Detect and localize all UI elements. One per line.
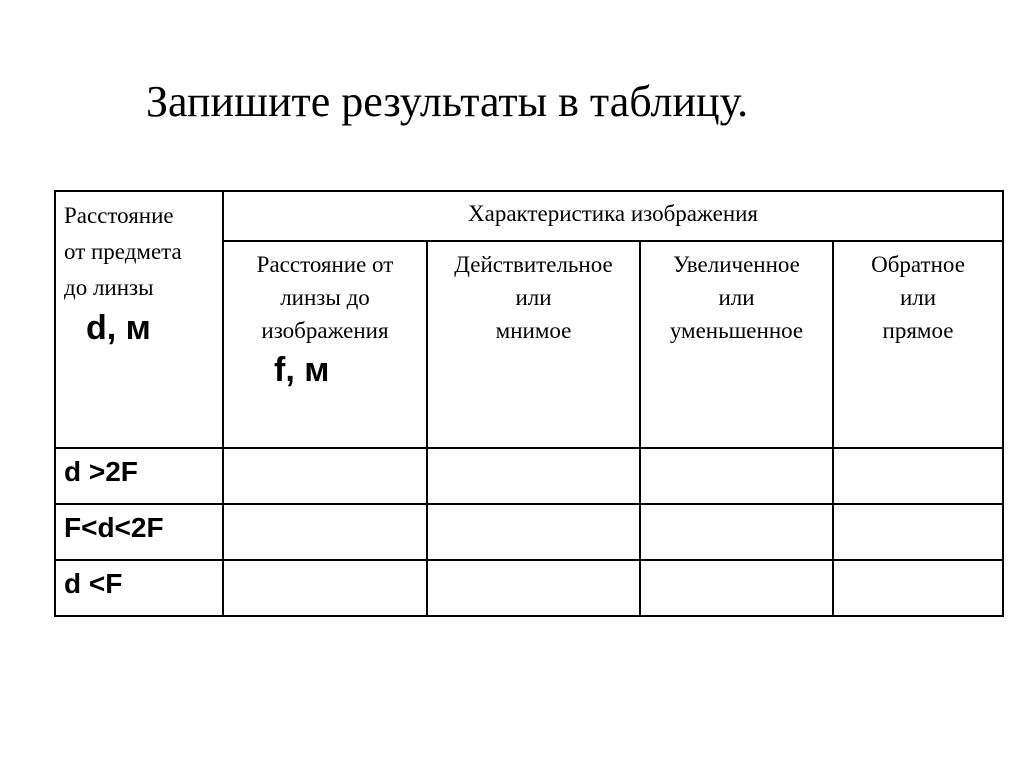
header-image-characteristics: Характеристика изображения [223, 191, 1003, 241]
answer-cell-magnified-or-reduced[interactable] [640, 560, 833, 616]
header-object-distance-line: Расстояние [64, 203, 174, 228]
answer-cell-image-distance[interactable] [223, 448, 427, 504]
answer-cell-real-or-virtual[interactable] [427, 560, 640, 616]
header-image-distance-symbol: f, м [274, 351, 330, 389]
condition-cell: d >2F [55, 448, 223, 504]
condition-cell: F<d<2F [55, 504, 223, 560]
header-line: уменьшенное [669, 318, 804, 343]
table-header-row [55, 191, 1003, 241]
header-line: мнимое [495, 318, 572, 343]
results-table [54, 190, 1004, 617]
answer-cell-real-or-virtual[interactable] [427, 504, 640, 560]
answer-cell-real-or-virtual[interactable] [427, 448, 640, 504]
header-object-distance-symbol: d, м [86, 309, 151, 347]
answer-cell-image-distance[interactable] [223, 560, 427, 616]
header-line: Действительное [454, 252, 613, 277]
header-image-distance [223, 241, 427, 448]
table-row [55, 560, 1003, 616]
header-line: прямое [882, 318, 954, 343]
header-object-distance-line: до линзы [64, 275, 154, 300]
condition-cell: d <F [55, 560, 223, 616]
page-title: Запишите результаты в таблицу. [146, 77, 749, 126]
answer-cell-image-distance[interactable] [223, 504, 427, 560]
header-magnified-or-reduced [640, 241, 833, 448]
header-line: или [899, 285, 937, 310]
answer-cell-inverted-or-upright[interactable] [833, 560, 1003, 616]
answer-cell-inverted-or-upright[interactable] [833, 448, 1003, 504]
header-line: Расстояние от [256, 252, 394, 277]
header-object-distance [55, 191, 223, 448]
answer-cell-magnified-or-reduced[interactable] [640, 448, 833, 504]
header-line: изображения [261, 318, 389, 343]
table-row [55, 448, 1003, 504]
header-line: или [515, 285, 552, 310]
header-inverted-or-upright [833, 241, 1003, 448]
answer-cell-magnified-or-reduced[interactable] [640, 504, 833, 560]
header-object-distance-line: от предмета [64, 239, 182, 264]
header-line: линзы до [280, 285, 370, 310]
table-row [55, 504, 1003, 560]
header-real-or-virtual [427, 241, 640, 448]
header-line: Увеличенное [673, 252, 800, 277]
header-line: или [718, 285, 755, 310]
answer-cell-inverted-or-upright[interactable] [833, 504, 1003, 560]
header-line: Обратное [871, 252, 965, 277]
